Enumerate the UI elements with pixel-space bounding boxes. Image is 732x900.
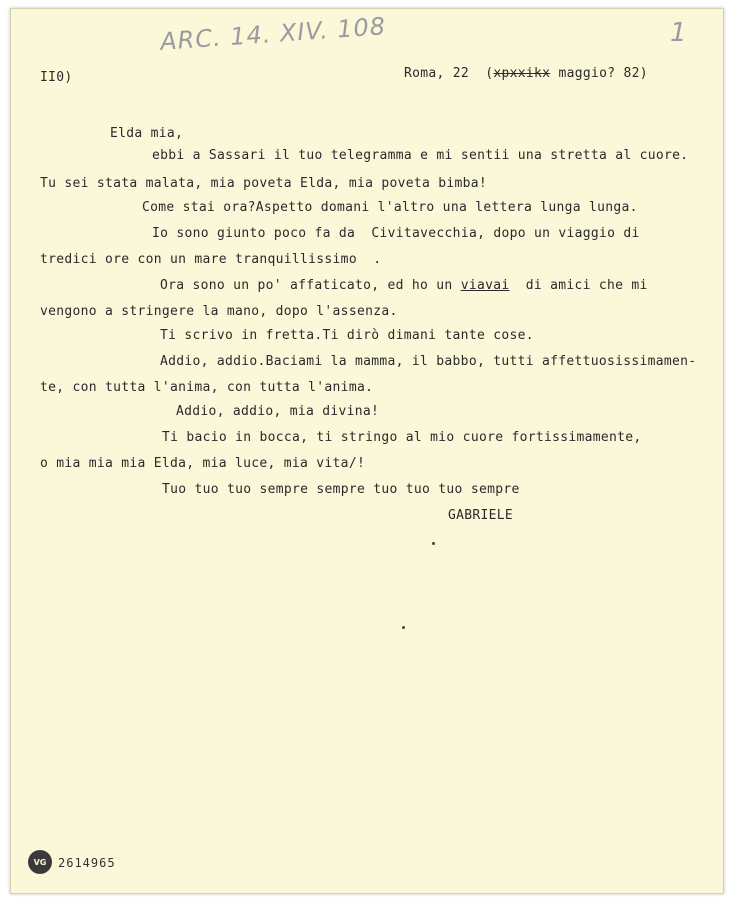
archive-stamp: [28, 850, 52, 874]
letter-line: Tu sei stata malata, mia poveta Elda, mia poveta bimba!: [40, 176, 487, 191]
date-rest: maggio? 82): [550, 66, 648, 81]
page-number: 1: [670, 18, 688, 48]
salutation: Elda mia,: [110, 126, 184, 141]
archive-stamp-seal: VG: [33, 857, 47, 867]
viavai-word: viavai: [460, 278, 510, 293]
archive-stamp-number: 2614965: [58, 856, 116, 870]
line-before: Ora sono un po' affaticato, ed ho un: [160, 278, 461, 293]
ink-dot: [432, 542, 435, 545]
archive-reference: ARC. 14. XIV. 108: [159, 12, 387, 56]
letter-line: ebbi a Sassari il tuo telegramma e mi sentii una stretta al cuore.: [152, 148, 689, 163]
letter-line: te, con tutta l'anima, con tutta l'anima.: [40, 380, 374, 395]
date-struck: xpxxikx: [493, 66, 551, 81]
letter-line: Ti bacio in bocca, ti stringo al mio cuore fortissimamente,: [162, 430, 642, 445]
letter-line: vengono a stringere la mano, dopo l'assenza.: [40, 304, 398, 319]
ink-dot: [402, 626, 405, 629]
date-open: (: [485, 66, 494, 81]
letter-line: Ti scrivo in fretta.Ti dirò dimani tante cose.: [160, 328, 534, 343]
letter-line: Addio, addio.Baciami la mamma, il babbo, tutti affettuosissimamen-: [160, 354, 697, 369]
letter-line: o mia mia mia Elda, mia luce, mia vita/!: [40, 456, 366, 471]
place-date-prefix: Roma, 22: [404, 66, 470, 81]
line-after: di amici che mi: [509, 278, 648, 293]
signature: GABRIELE: [448, 508, 514, 523]
letter-line: [160, 278, 648, 293]
letter-line: tredici ore con un mare tranquillissimo .: [40, 252, 382, 267]
letter-line: Tuo tuo tuo sempre sempre tuo tuo tuo sempre: [162, 482, 520, 497]
place-date: [404, 66, 648, 81]
letter-line: Io sono giunto poco fa da Civitavecchia, dopo un viaggio di: [152, 226, 640, 241]
letter-line: Come stai ora?Aspetto domani l'altro una lettera lunga lunga.: [142, 200, 638, 215]
letter-line: Addio, addio, mia divina!: [176, 404, 380, 419]
letter-number: II0): [40, 70, 73, 85]
